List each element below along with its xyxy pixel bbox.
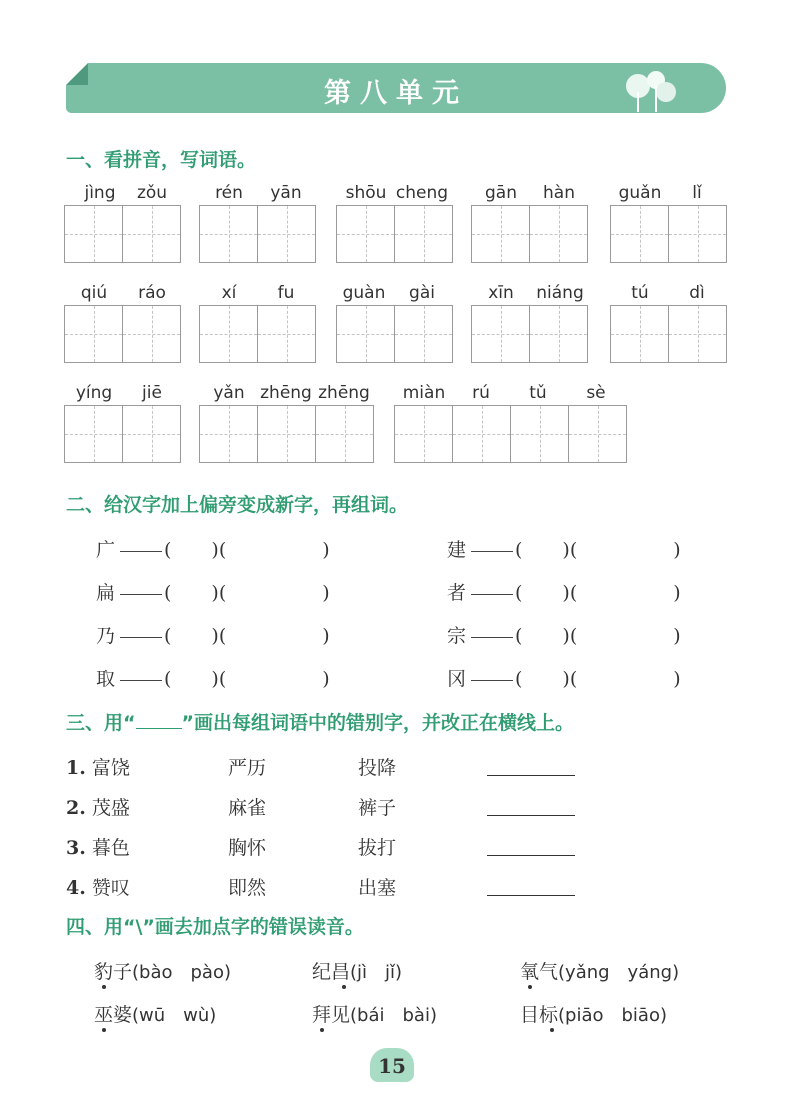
word: 出塞: [358, 877, 397, 899]
pinyin-label: guàn: [342, 283, 386, 303]
section-2-title: 二、给汉字加上偏旁变成新字，再组词。: [66, 494, 409, 516]
writing-boxes[interactable]: [64, 205, 181, 263]
radical-row: 乃 ( )( ): [96, 625, 330, 647]
tree-decoration-icon: [620, 70, 680, 116]
pinyin-label: xīn: [488, 283, 514, 303]
writing-boxes[interactable]: [610, 305, 727, 363]
blank-underline: [136, 712, 182, 729]
word: 即然: [228, 877, 267, 899]
pinyin-label: ráo: [138, 283, 166, 303]
radical-row: 广 ( )( ): [96, 539, 330, 561]
writing-boxes[interactable]: [610, 205, 727, 263]
radical-row: 者 ( )( ): [447, 582, 681, 604]
pronunciation-item: 巫婆(wū wù): [94, 1004, 217, 1026]
writing-boxes[interactable]: [394, 405, 627, 463]
radical-row: 扁 ( )( ): [96, 582, 330, 604]
answer-line[interactable]: [487, 775, 575, 776]
radical-row: 建 ( )( ): [447, 539, 681, 561]
pronunciation-item: 纪昌(jì jǐ): [312, 961, 403, 983]
pinyin-label: zhēng: [260, 383, 312, 403]
writing-boxes[interactable]: [336, 305, 453, 363]
word-group-row: 2. 茂盛: [66, 797, 130, 819]
pinyin-label: jìng: [84, 183, 116, 203]
word: 严历: [228, 757, 267, 779]
pinyin-label: cheng: [395, 183, 449, 203]
word-group-row: 4. 赞叹: [66, 877, 130, 899]
pinyin-label: shōu: [345, 183, 387, 203]
pronunciation-item: 目标(piāo biāo): [520, 1004, 667, 1026]
writing-boxes[interactable]: [199, 305, 316, 363]
pronunciation-item: 豹子(bào pào): [94, 961, 231, 983]
pinyin-label: zhēng: [318, 383, 370, 403]
pinyin-label: qiú: [80, 283, 108, 303]
section-4-title: 四、用“\”画去加点字的错误读音。: [66, 916, 364, 938]
word-group-row: 3. 暮色: [66, 837, 130, 859]
answer-line[interactable]: [487, 815, 575, 816]
answer-line[interactable]: [487, 855, 575, 856]
pinyin-label: jiē: [142, 383, 162, 403]
pinyin-label: sè: [586, 383, 606, 403]
word: 投降: [358, 757, 397, 779]
pinyin-label: tú: [631, 283, 649, 303]
emphasis-dot: [342, 985, 346, 989]
emphasis-dot: [102, 1028, 106, 1032]
word: 拔打: [358, 837, 397, 859]
pinyin-label: gān: [485, 183, 517, 203]
pinyin-label: zǒu: [136, 183, 168, 203]
writing-boxes[interactable]: [336, 205, 453, 263]
section-3-title: 三、用“ ”画出每组词语中的错别字，并改正在横线上。: [66, 712, 574, 734]
radical-row: 取 ( )( ): [96, 668, 330, 690]
writing-boxes[interactable]: [64, 405, 181, 463]
writing-boxes[interactable]: [199, 205, 316, 263]
unit-title: 第八单元: [324, 78, 468, 109]
pinyin-label: niáng: [536, 283, 584, 303]
answer-line[interactable]: [487, 895, 575, 896]
pinyin-label: guǎn: [618, 183, 662, 203]
pinyin-label: miàn: [402, 383, 446, 403]
pinyin-label: gài: [409, 283, 435, 303]
pronunciation-item: 氧气(yǎng yáng): [520, 961, 680, 983]
pinyin-label: yíng: [75, 383, 113, 403]
pinyin-label: hàn: [543, 183, 575, 203]
pinyin-label: fu: [277, 283, 295, 303]
pinyin-label: yān: [270, 183, 302, 203]
emphasis-dot: [320, 1028, 324, 1032]
word: 麻雀: [228, 797, 267, 819]
pinyin-label: dì: [689, 283, 705, 303]
pinyin-label: yǎn: [213, 383, 245, 403]
word: 胸怀: [228, 837, 267, 859]
pinyin-label: tǔ: [529, 383, 547, 403]
writing-boxes[interactable]: [199, 405, 374, 463]
emphasis-dot: [550, 1028, 554, 1032]
page-number: 15: [370, 1048, 414, 1082]
pinyin-label: rén: [215, 183, 243, 203]
writing-boxes[interactable]: [471, 205, 588, 263]
pinyin-label: lǐ: [692, 183, 702, 203]
emphasis-dot: [528, 985, 532, 989]
pinyin-label: xí: [221, 283, 237, 303]
word: 裤子: [358, 797, 397, 819]
pronunciation-item: 拜见(bái bài): [312, 1004, 437, 1026]
section-1-title: 一、看拼音，写词语。: [66, 149, 257, 171]
emphasis-dot: [102, 985, 106, 989]
word-group-row: 1. 富饶: [66, 757, 130, 779]
pinyin-label: rú: [472, 383, 490, 403]
banner-fold: [66, 63, 88, 85]
writing-boxes[interactable]: [471, 305, 588, 363]
radical-row: 宗 ( )( ): [447, 625, 681, 647]
writing-boxes[interactable]: [64, 305, 181, 363]
radical-row: 冈 ( )( ): [447, 668, 681, 690]
